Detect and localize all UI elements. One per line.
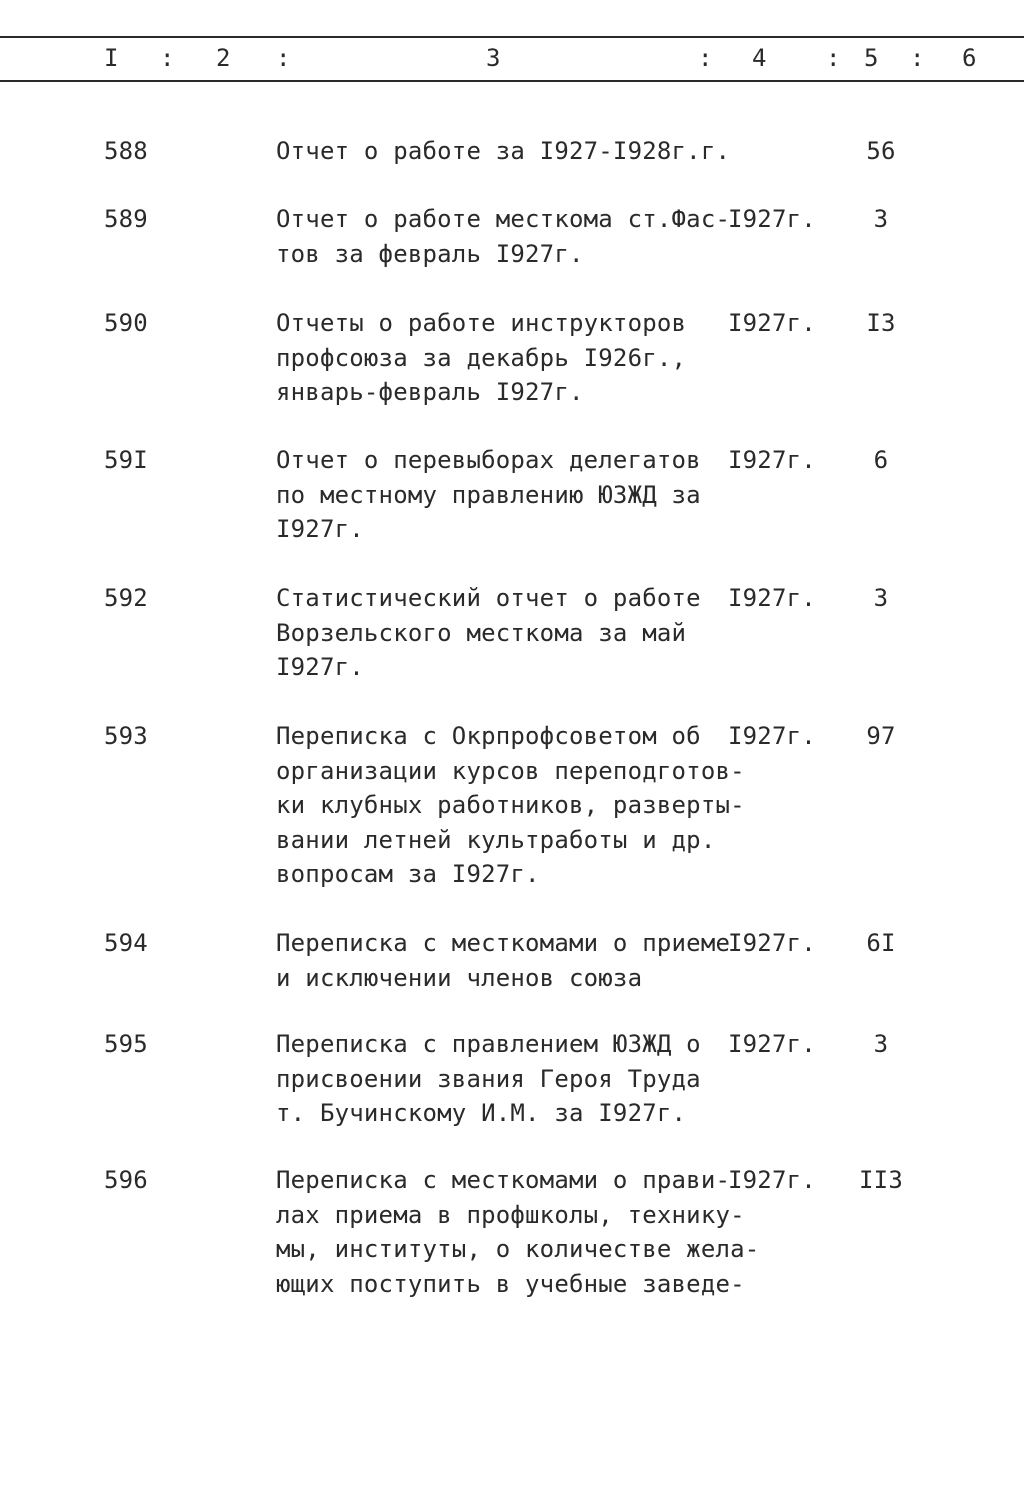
column-header-4: 4 [752, 44, 767, 72]
column-header-5: 5 [864, 44, 879, 72]
row-date: I927г. [728, 1166, 816, 1194]
row-number: 595 [104, 1030, 148, 1058]
row-date: I927г. [728, 205, 816, 233]
row-pages: 3 [873, 584, 889, 612]
row-pages: 3 [873, 205, 889, 233]
column-header-2: 2 [216, 44, 231, 72]
column-separator: : [276, 44, 291, 72]
row-description-line: Отчет о работе за I927-I928г.г. [276, 137, 731, 165]
row-description-line: I927г. [276, 515, 364, 543]
row-date: I927г. [728, 722, 816, 750]
row-description-line: Отчеты о работе инструкторов [276, 309, 687, 337]
row-pages: II3 [859, 1166, 903, 1194]
row-date: I927г. [728, 309, 816, 337]
row-description-line: Статистический отчет о работе [276, 584, 701, 612]
row-description-line: ющих поступить в учебные заведе- [276, 1269, 745, 1298]
row-number: 594 [104, 929, 148, 957]
row-description-line: ки клубных работников, разверты- [276, 791, 745, 819]
row-description-line: т. Бучинскому И.М. за I927г. [276, 1099, 687, 1127]
row-description-line: Переписка с месткомами о приеме [276, 929, 731, 957]
column-header-3: 3 [486, 44, 501, 72]
row-description-line: вопросам за I927г. [276, 860, 540, 888]
row-description-line: Отчет о перевыборах делегатов [276, 446, 701, 474]
column-separator: : [826, 44, 841, 72]
row-pages: 56 [866, 137, 896, 165]
header-bottom-rule [0, 80, 1024, 82]
row-pages: 97 [866, 722, 896, 750]
column-separator: : [698, 44, 713, 72]
row-description-line: Ворзельского месткома за май [276, 618, 687, 647]
column-header-1: I [104, 44, 119, 72]
row-description-line: присвоении звания Героя Труда [276, 1064, 701, 1093]
row-pages: I3 [866, 309, 896, 337]
row-pages: 6I [866, 929, 896, 957]
row-description-line: тов за февраль I927г. [276, 239, 584, 268]
row-description-line: профсоюза за декабрь I926г., [276, 343, 687, 372]
row-description-line: вании летней культработы и др. [276, 825, 716, 854]
row-description-line: по местному правлению ЮЗЖД за [276, 480, 701, 509]
row-date: I927г. [728, 446, 816, 474]
row-number: 589 [104, 205, 148, 233]
row-number: 596 [104, 1166, 148, 1194]
row-description-line: Переписка с месткомами о прави- [276, 1166, 731, 1194]
row-description-line: Отчет о работе месткома ст.Фас- [276, 205, 731, 233]
row-description-line: и исключении членов союза [276, 963, 643, 992]
row-description-line: Переписка с Окрпрофсоветом об [276, 722, 701, 750]
row-number: 590 [104, 309, 148, 337]
row-number: 59I [104, 446, 148, 474]
row-date: I927г. [728, 1030, 816, 1058]
row-number: 588 [104, 137, 148, 165]
row-description-line: лах приема в профшколы, технику- [276, 1200, 745, 1229]
column-separator: : [160, 44, 175, 72]
column-separator: : [910, 44, 925, 72]
row-number: 593 [104, 722, 148, 750]
row-description-line: Переписка с правлением ЮЗЖД о [276, 1030, 701, 1058]
row-number: 592 [104, 584, 148, 612]
row-pages: 3 [873, 1030, 889, 1058]
row-description-line: I927г. [276, 653, 364, 681]
row-pages: 6 [873, 446, 889, 474]
row-date: I927г. [728, 929, 816, 957]
header-top-rule [0, 36, 1024, 38]
row-description-line: мы, институты, о количестве жела- [276, 1235, 760, 1263]
column-header-6: 6 [962, 44, 977, 72]
row-description-line: организации курсов переподготов- [276, 756, 745, 785]
row-date: I927г. [728, 584, 816, 612]
row-description-line: январь-февраль I927г. [276, 378, 584, 406]
